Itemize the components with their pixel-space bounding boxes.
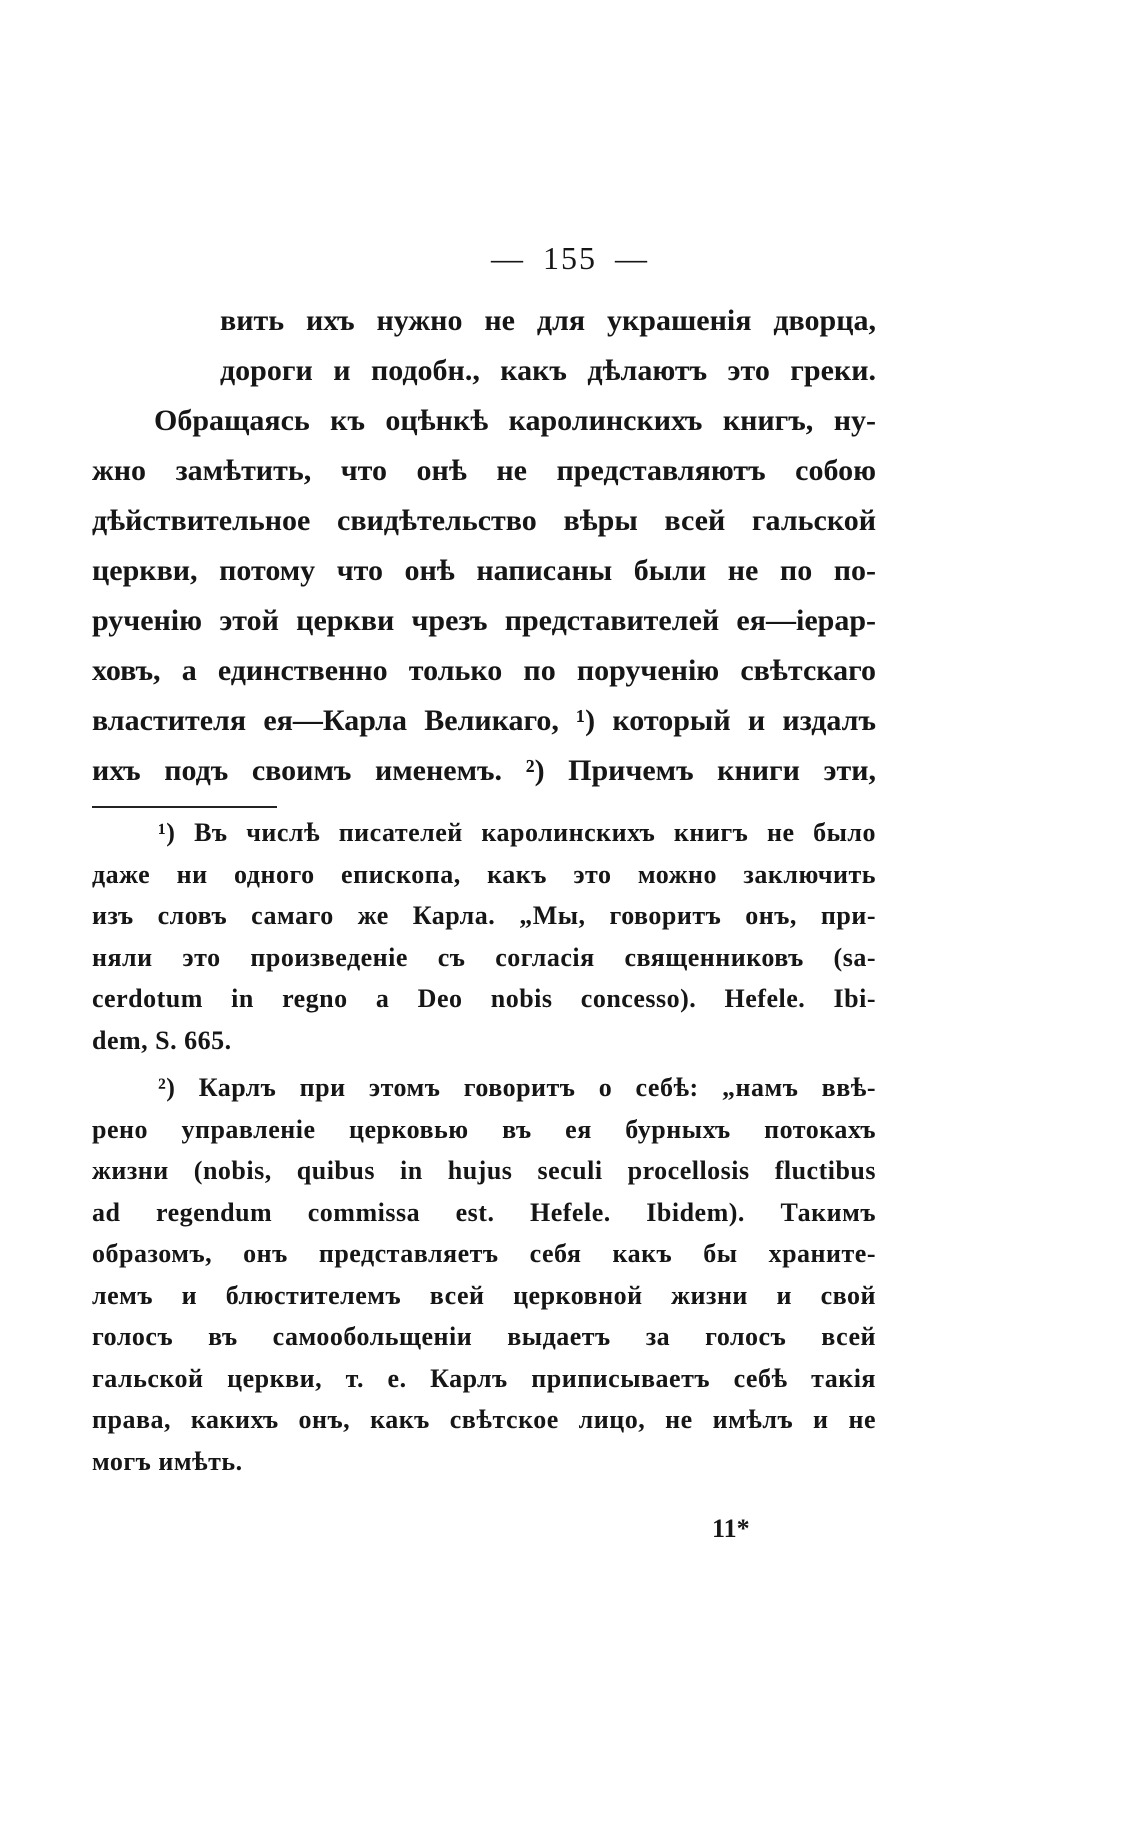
footnote-line: изъ словъ самаго же Карла. „Мы, говоритъ онъ, при- — [92, 901, 876, 930]
footnote-line: голосъ въ самообольщеніи выдаетъ за голосъ всей — [92, 1322, 876, 1351]
footnote-line: ²) Карлъ при этомъ говоритъ о себѣ: „намъ ввѣ- — [158, 1073, 876, 1102]
main-text — [92, 296, 876, 796]
footnote-line: ad regendum commissa est. Hefele. Ibidem). Такимъ — [92, 1197, 876, 1227]
footnotes — [92, 806, 876, 1482]
footnote-line: могъ имѣть. — [92, 1446, 243, 1476]
main-text-line: властителя ея—Карла Великаго, ¹) который и издалъ — [92, 704, 876, 737]
footnote-line: cerdotum in regno a Deo nobis concesso). Hefele. Ibi- — [92, 984, 876, 1013]
footnote-line: рено управленіе церковью въ ея бурныхъ потокахъ — [92, 1114, 876, 1144]
main-text-line: дѣйствительное свидѣтельство вѣры всей гальской — [92, 504, 876, 537]
footnote-line: гальской церкви, т. е. Карлъ приписываетъ себѣ такія — [92, 1363, 876, 1393]
header-dash-left: — — [491, 240, 525, 276]
main-text-line: ихъ подъ своимъ именемъ. ²) Причемъ книги эти, — [92, 754, 876, 787]
page-number: 155 — [543, 240, 597, 276]
main-text-line: Обращаясь къ оцѣнкѣ каролинскихъ книгъ, ну- — [154, 404, 876, 437]
main-text-line: рученію этой церкви чрезъ представителей ея—іерар- — [92, 604, 876, 637]
signature-mark: 11* — [712, 1514, 750, 1543]
footnote-line: права, какихъ онъ, какъ свѣтское лицо, не имѣлъ и не — [92, 1405, 876, 1434]
footnote-line: ¹) Въ числѣ писателей каролинскихъ книгъ не было — [158, 818, 876, 847]
footnote-1 — [92, 812, 876, 1061]
footnote-line: dem, S. 665. — [92, 1025, 232, 1055]
main-text-line: жно замѣтить, что онѣ не представляютъ собою — [92, 454, 876, 487]
footnote-line: лемъ и блюстителемъ всей церковной жизни и свой — [92, 1280, 876, 1310]
footnote-2 — [92, 1067, 876, 1482]
main-text-line: вить ихъ нужно не для украшенія дворца, — [220, 304, 876, 337]
main-text-line: дороги и подобн., какъ дѣлаютъ это греки. — [220, 354, 876, 387]
footnote-line: даже ни одного епископа, какъ это можно заключить — [92, 859, 876, 889]
running-header — [0, 240, 1140, 277]
main-text-line: церкви, потому что онѣ написаны были не по по- — [92, 554, 876, 587]
main-text-line: ховъ, а единственно только по порученію свѣтскаго — [92, 654, 876, 687]
footnote-line: жизни (nobis, quibus in hujus seculi procellosis fluctibus — [92, 1156, 876, 1185]
header-dash-right: — — [615, 240, 649, 276]
footnote-line: образомъ, онъ представляетъ себя какъ бы храните- — [92, 1239, 876, 1268]
footnote-line: няли это произведеніе съ согласія священниковъ (sa- — [92, 942, 876, 972]
